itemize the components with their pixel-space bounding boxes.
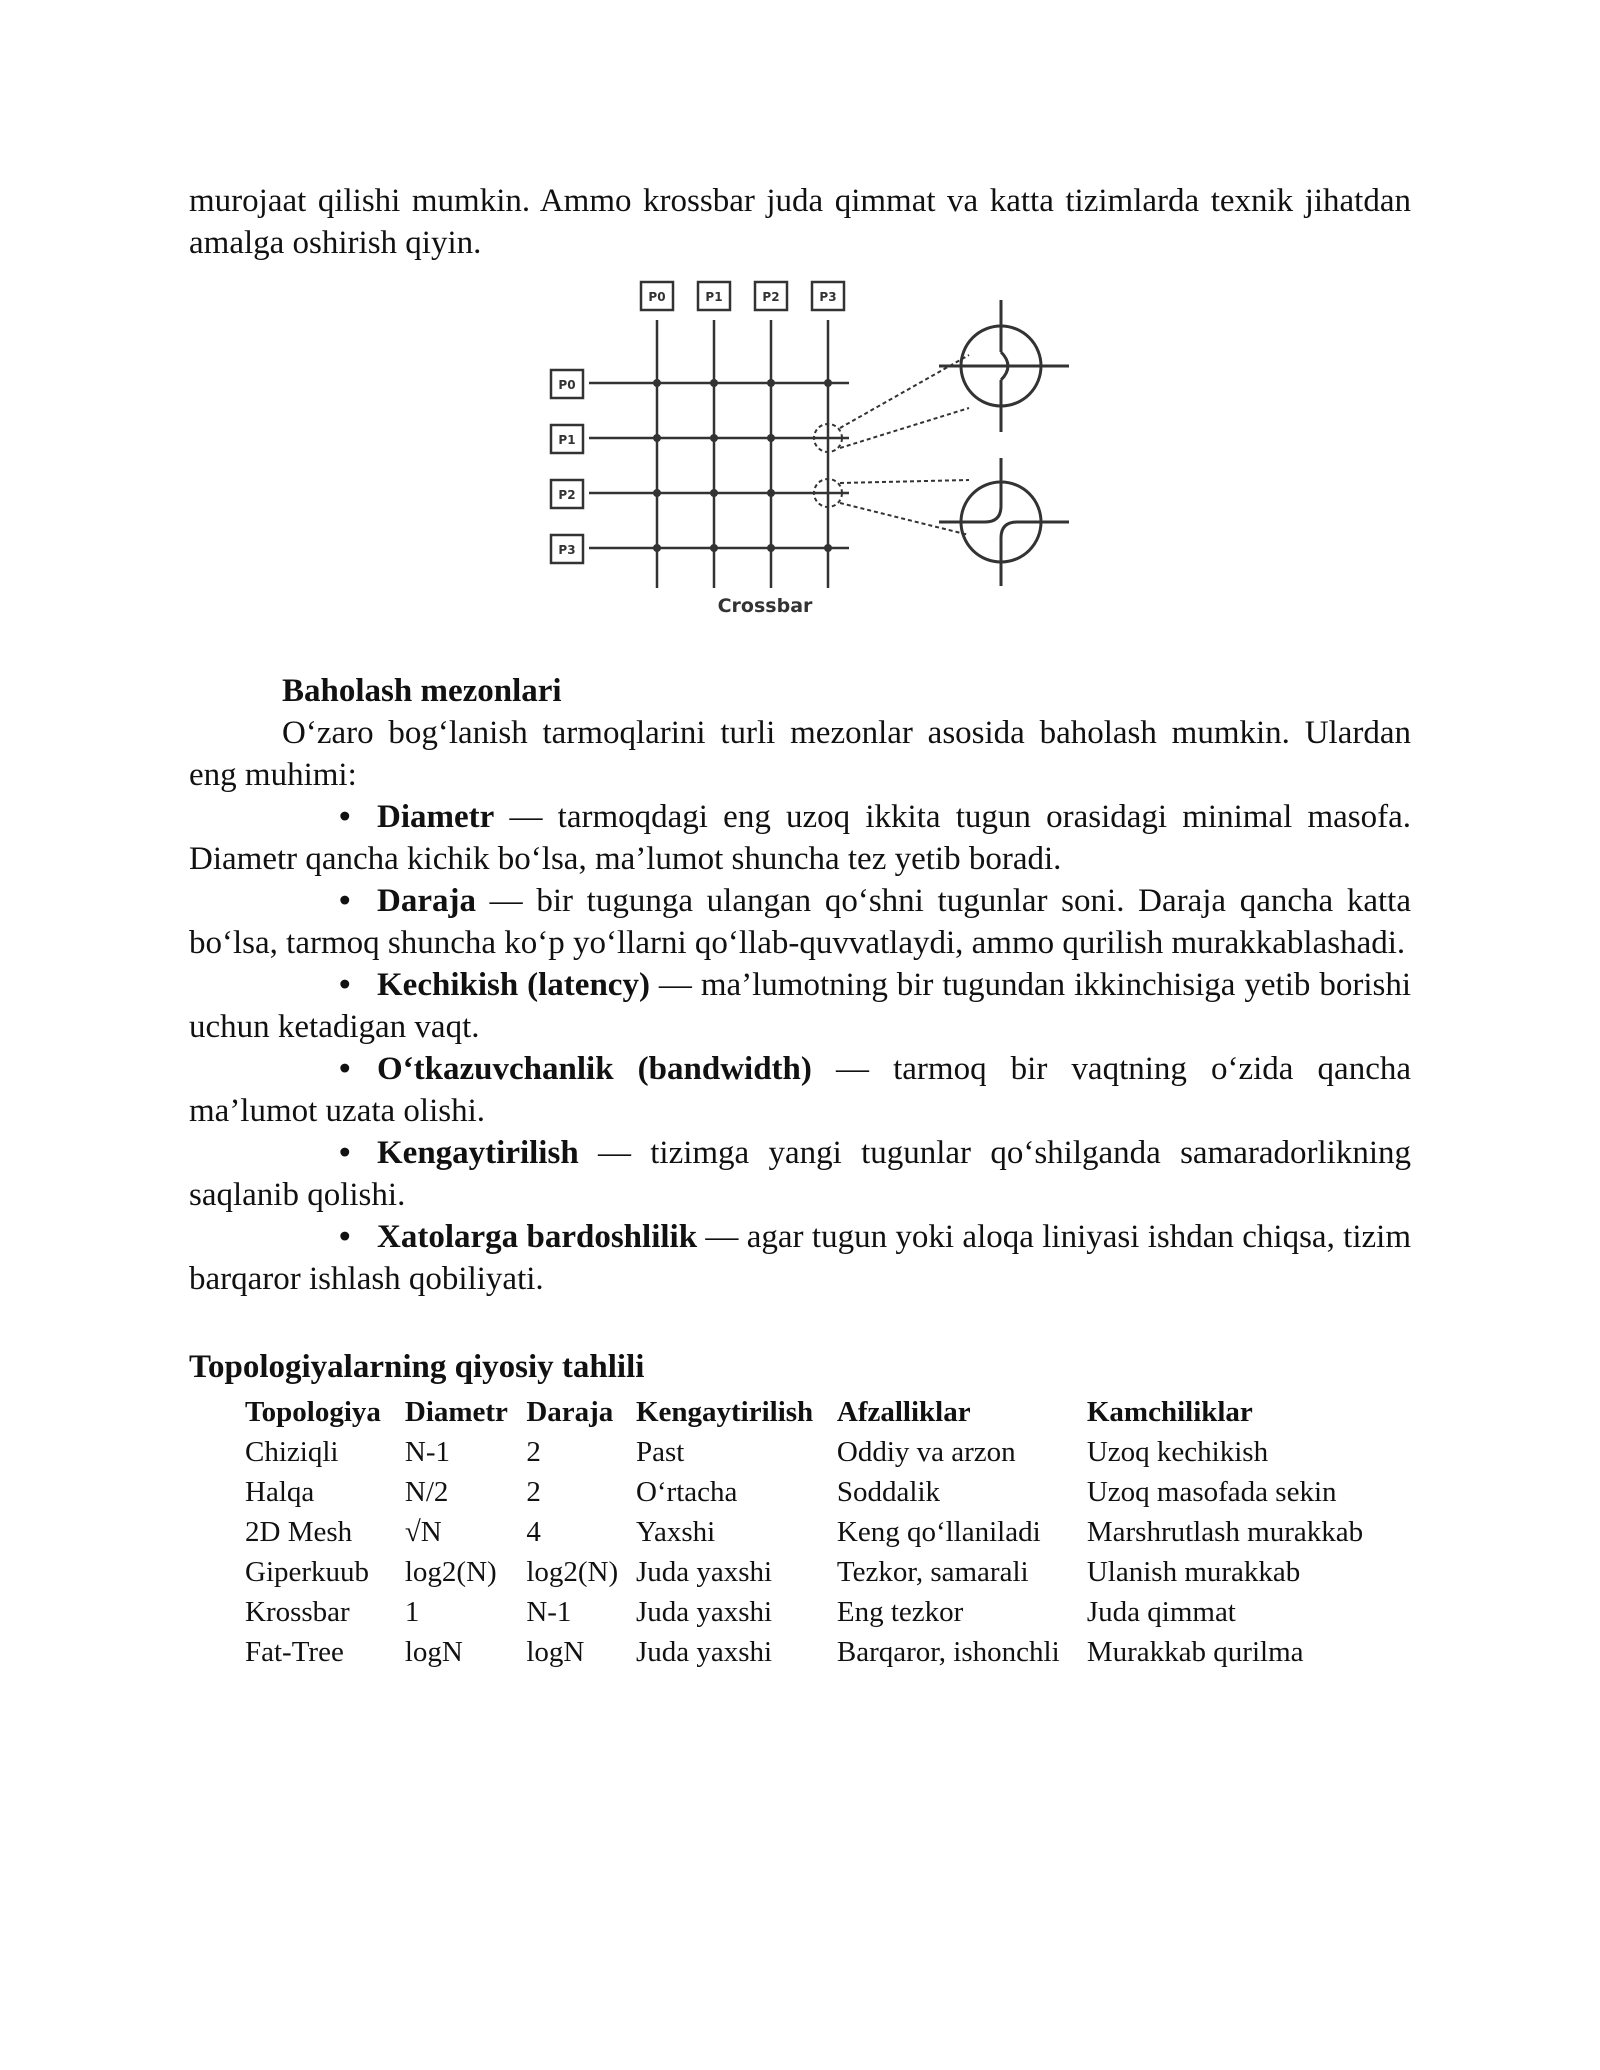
- header-cell: Daraja: [526, 1395, 614, 1428]
- criteria-item: [189, 880, 1411, 964]
- crossbar-diagram: [529, 270, 1089, 630]
- table-cell: O‘rtacha: [635, 1475, 738, 1508]
- left-label-p1: P1: [558, 433, 576, 447]
- left-label-p0: P0: [558, 378, 576, 392]
- bullet-icon: •: [339, 1135, 351, 1171]
- table-cell: Past: [635, 1435, 685, 1468]
- top-label-p2: P2: [762, 290, 780, 304]
- criteria-text: — tarmoqdagi eng uzoq ikkita tugun orasidagi minimal masofa. Diametr qancha kichik bo‘lsa, ma’lumot shuncha tez yetib boradi.: [189, 799, 1411, 877]
- criteria-item: [189, 796, 1411, 880]
- table-cell: Keng qo‘llaniladi: [836, 1515, 1041, 1548]
- criteria-item: [189, 964, 1411, 1048]
- table-cell: Fat-Tree: [245, 1635, 344, 1668]
- table-cell: Ulanish murakkab: [1086, 1555, 1301, 1588]
- table-cell: Murakkab qurilma: [1086, 1635, 1304, 1668]
- table-cell: Barqaror, ishonchli: [836, 1635, 1060, 1668]
- header-cell: Diametr: [404, 1395, 508, 1428]
- table-cell: Juda yaxshi: [635, 1595, 773, 1628]
- table-cell: logN: [404, 1635, 463, 1668]
- criteria-text: — tarmoq bir vaqtning o‘zida qancha ma’lumot uzata olishi.: [189, 1051, 1412, 1129]
- left-label-p2: P2: [558, 488, 576, 502]
- crossbar-figure: [529, 270, 1089, 630]
- header-cell: Topologiya: [245, 1395, 381, 1428]
- criteria-term: Kengaytirilish: [377, 1135, 579, 1171]
- criteria-term: Xatolarga bardoshlilik: [377, 1219, 698, 1255]
- table-cell: 1: [404, 1595, 420, 1628]
- table-cell: Uzoq masofada sekin: [1086, 1475, 1337, 1508]
- table-cell: Juda yaxshi: [635, 1555, 773, 1588]
- table-cell: N-1: [526, 1595, 572, 1628]
- table-cell: Juda qimmat: [1086, 1595, 1236, 1628]
- table-row: [245, 1432, 1411, 1472]
- bullet-icon: •: [339, 799, 351, 835]
- table-cell: Oddiy va arzon: [836, 1435, 1016, 1468]
- table-cell: 2: [526, 1475, 541, 1508]
- criteria-term: Daraja: [377, 883, 476, 919]
- table-cell: Juda yaxshi: [635, 1635, 773, 1668]
- header-cell: Kamchiliklar: [1086, 1395, 1253, 1428]
- table-cell: log2(N): [526, 1555, 619, 1588]
- table-cell: Giperkuub: [245, 1555, 370, 1588]
- criteria-item: [189, 1132, 1411, 1216]
- table-cell: Uzoq kechikish: [1086, 1435, 1269, 1468]
- criteria-term: Kechikish (latency): [377, 967, 650, 1003]
- table-cell: Eng tezkor: [836, 1595, 964, 1628]
- intro-paragraph: murojaat qilishi mumkin. Ammo krossbar juda qimmat va katta tizimlarda texnik jihatdan amalga oshirish qiyin.: [189, 183, 1411, 261]
- table-cell: N-1: [404, 1435, 450, 1468]
- table-cell: Yaxshi: [635, 1515, 716, 1548]
- bullet-icon: •: [339, 1219, 351, 1255]
- table-cell: Soddalik: [836, 1475, 941, 1508]
- header-cell: Kengaytirilish: [635, 1395, 814, 1428]
- table-row: [245, 1632, 1411, 1672]
- criteria-term: O‘tkazuvchanlik (bandwidth): [377, 1051, 812, 1087]
- criteria-intro: O‘zaro bog‘lanish tarmoqlarini turli mezonlar asosida baholash mumkin. Ulardan eng muhimi:: [189, 715, 1411, 793]
- table-cell: log2(N): [404, 1555, 497, 1588]
- criteria-item: [189, 1216, 1411, 1300]
- comparison-table: [245, 1392, 1411, 1672]
- criteria-text: — ma’lumotning bir tugundan ikkinchisiga yetib borishi uchun ketadigan vaqt.: [189, 967, 1411, 1045]
- figure-caption: Crossbar: [717, 595, 813, 617]
- bullet-icon: •: [339, 883, 351, 919]
- table-cell: Marshrutlash murakkab: [1086, 1515, 1364, 1548]
- criteria-text: — bir tugunga ulangan qo‘shni tugunlar soni. Daraja qancha katta bo‘lsa, tarmoq shuncha ko‘p yo‘llarni qo‘llab-quvvatlaydi, ammo qurilish murakkablashadi.: [189, 883, 1411, 961]
- table-cell: 2: [526, 1435, 541, 1468]
- criteria-item: [189, 1048, 1411, 1132]
- table-row: [245, 1552, 1411, 1592]
- table-row: [245, 1472, 1411, 1512]
- top-label-p1: P1: [705, 290, 723, 304]
- table-cell: √N: [404, 1515, 442, 1548]
- document-page: [189, 180, 1411, 1672]
- criteria-text: — agar tugun yoki aloqa liniyasi ishdan chiqsa, tizim barqaror ishlash qobiliyati.: [189, 1219, 1411, 1297]
- comparison-title: Topologiyalarning qiyosiy tahlili: [189, 1349, 645, 1385]
- bullet-icon: •: [339, 1051, 351, 1087]
- criteria-text: — tizimga yangi tugunlar qo‘shilganda samaradorlikning saqlanib qolishi.: [189, 1135, 1411, 1213]
- table-cell: Chiziqli: [245, 1435, 339, 1468]
- table-cell: logN: [526, 1635, 585, 1668]
- criteria-heading: Baholash mezonlari: [282, 673, 562, 709]
- criteria-term: Diametr: [377, 799, 495, 835]
- table-cell: Halqa: [245, 1475, 315, 1508]
- table-cell: Tezkor, samarali: [836, 1555, 1029, 1588]
- top-label-p3: P3: [819, 290, 837, 304]
- table-cell: 4: [526, 1515, 541, 1548]
- table-row: [245, 1592, 1411, 1632]
- table-row: [245, 1512, 1411, 1552]
- bullet-icon: •: [339, 967, 351, 1003]
- header-cell: Afzalliklar: [836, 1395, 971, 1428]
- table-cell: Krossbar: [245, 1595, 350, 1628]
- top-label-p0: P0: [648, 290, 666, 304]
- table-cell: 2D Mesh: [245, 1515, 353, 1548]
- table-header-row: [245, 1392, 1411, 1432]
- left-label-p3: P3: [558, 543, 576, 557]
- table-cell: N/2: [404, 1475, 449, 1508]
